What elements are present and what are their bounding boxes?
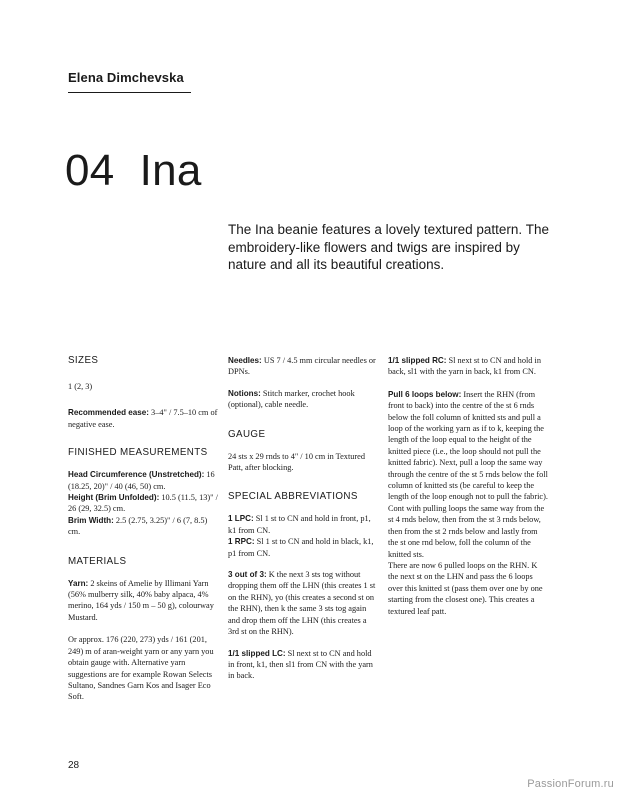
pulled-loops-result: There are now 6 pulled loops on the RHN. K the next st on the LHN and pass the 6 loops over this knitted st (pass them over one by one starting from the closest one). This creates a textured leaf patt.	[388, 560, 543, 616]
alternative-yarn: Or approx. 176 (220, 273) yds / 161 (201, 249) m of aran-weight yarn or any yarn you obtain gauge with. Alternative yarn suggestions are for example Rowan Selects Sultano, Sandnes Garn Kos and Isager Eco Soft.	[68, 635, 214, 702]
gauge-heading: GAUGE	[228, 428, 266, 440]
materials-heading: MATERIALS	[68, 555, 127, 567]
src-label: 1/1 slipped RC:	[388, 356, 447, 365]
brim-width	[68, 515, 218, 538]
lpc-text: Sl 1 st to CN and hold in front, p1, k1 from CN.	[228, 514, 371, 535]
yarn-text: 2 skeins of Amelie by Illimani Yarn (56% mulberry silk, 40% baby alpaca, 4% merino, 164 yds / 150 m – 50 g), colourway Mustard.	[68, 578, 214, 622]
notions-label: Notions:	[228, 388, 261, 398]
author-name: Elena Dimchevska	[68, 70, 184, 85]
recommended-ease	[68, 407, 218, 430]
column-3	[388, 355, 548, 617]
height-label: Height (Brim Unfolded):	[68, 493, 160, 503]
pull-text: Insert the RHN (from front to back) into the centre of the st 6 rnds below the foll column of knitted sts and pull a loop of the working yarn as if to k, keeping the length of the loop equal to the height of the knitted piece (i.e., the loop should not pull the knitted fabric). Next, pull a loop the same way through the centre of the st 5 rnds below the foll column of knitted sts (be careful to keep the length of the loop enough not to pull the fabric).	[388, 389, 548, 502]
lpc	[228, 513, 376, 536]
notions-text: Stitch marker, crochet hook (optional), cable needle.	[228, 388, 355, 410]
notions	[228, 388, 376, 411]
yarn	[68, 578, 218, 624]
author-underline	[68, 92, 191, 93]
rpc-text: Sl 1 st to CN and hold in black, k1, p1 from CN.	[228, 537, 374, 558]
brim-label: Brim Width:	[68, 515, 114, 525]
column-2	[228, 355, 376, 682]
special-abbreviations-heading: SPECIAL ABBREVIATIONS	[228, 491, 358, 503]
intro-paragraph: The Ina beanie features a lovely textured pattern. The embroidery-like flowers and twigs are inspired by nature and all its beautiful creations.	[228, 222, 549, 273]
head-label: Head Circumference (Unstretched):	[68, 470, 205, 480]
pull-label: Pull 6 loops below:	[388, 389, 462, 399]
height	[68, 492, 218, 515]
ease-label: Recommended ease:	[68, 408, 149, 418]
head-circumference	[68, 469, 218, 492]
slipped-rc	[388, 355, 548, 378]
needles-text: US 7 / 4.5 mm circular needles or DPNs.	[228, 356, 376, 377]
rpc-label: 1 RPC:	[228, 537, 255, 547]
watermark: PassionForum.ru	[527, 778, 614, 790]
pull-loops	[388, 389, 548, 503]
rpc	[228, 536, 376, 559]
slipped-lc	[228, 648, 376, 682]
head-text: 16 (18.25, 20)" / 40 (46, 50) cm.	[68, 470, 215, 491]
src-text: Sl next st to CN and hold in back, sl1 with the yarn in back, k1 from CN.	[388, 356, 541, 377]
height-text: 10.5 (11.5, 13)" / 26 (29, 32.5) cm.	[68, 493, 218, 514]
three-text: K the next 3 sts tog without dropping them off the LHN (this creates 1 st on the RHN), yo (this creates a second st on the RHN), then k the same 3 sts tog again and drop them off the LHN (this creates a 3rd st on the RHN).	[228, 570, 376, 637]
three-label: 3 out of 3:	[228, 570, 267, 580]
gauge-text: 24 sts x 29 rnds to 4" / 10 cm in Textured Patt, after blocking.	[228, 451, 366, 473]
slc-label: 1/1 slipped LC:	[228, 648, 286, 658]
brim-text: 2.5 (2.75, 3.25)" / 6 (7, 8.5) cm.	[68, 515, 208, 537]
sizes-heading: SIZES	[68, 355, 99, 366]
needles-label: Needles:	[228, 356, 262, 365]
lpc-label: 1 LPC:	[228, 514, 254, 524]
finished-measurements-heading: FINISHED MEASUREMENTS	[68, 447, 208, 459]
three-out-of-three	[228, 569, 376, 637]
slc-text: Sl next st to CN and hold in front, k1, then sl1 from CN with the yarn in back.	[228, 648, 373, 681]
pattern-title: 04 Ina	[65, 146, 202, 195]
column-1	[68, 355, 218, 703]
yarn-label: Yarn:	[68, 578, 89, 588]
page-number: 28	[68, 760, 80, 771]
ease-text: 3–4" / 7.5–10 cm of negative ease.	[68, 408, 218, 429]
continue-loops: Cont with pulling loops the same way from the st 4 rnds below, then from the st 3 rnds below, then from the st 2 rnds below and lastly from the st one rnd below, foll the column of the knitted sts.	[388, 503, 545, 559]
sizes-value: 1 (2, 3)	[68, 382, 93, 391]
needles	[228, 355, 376, 378]
